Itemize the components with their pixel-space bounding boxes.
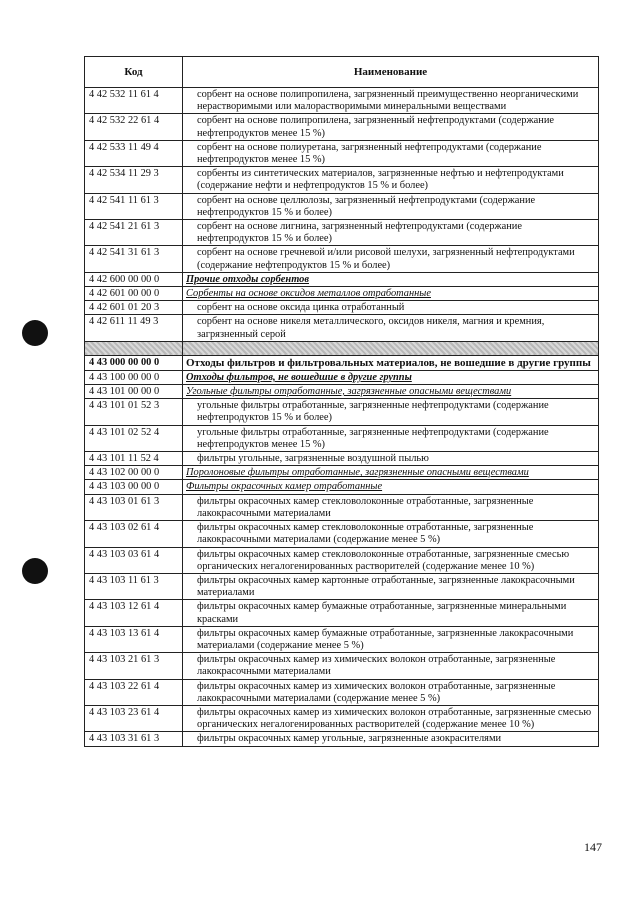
table-row — [85, 370, 599, 384]
row-code: 4 43 103 23 61 4 — [85, 705, 183, 731]
table-row — [85, 494, 599, 520]
row-code: 4 43 101 11 52 4 — [85, 452, 183, 466]
row-name: угольные фильтры отработанные, загрязненные нефтепродуктами (содержание нефтепродуктов менее 15 %) — [183, 425, 599, 451]
row-name: Отходы фильтров, не вошедшие в другие группы — [183, 370, 599, 384]
row-name: сорбент на основе полипропилена, загрязненный преимущественно неорганическими нерастворимыми или малорастворимыми минеральными веществами — [183, 88, 599, 114]
row-code: 4 43 103 11 61 3 — [85, 573, 183, 599]
row-name: фильтры окрасочных камер угольные, загрязненные азокрасителями — [183, 732, 599, 746]
row-code: 4 43 103 31 61 3 — [85, 732, 183, 746]
row-name: сорбент на основе гречневой и/или рисовой шелухи, загрязненный нефтепродуктами (содержание нефтепродуктов 15 % и более) — [183, 246, 599, 272]
table-row — [85, 600, 599, 626]
table-row — [85, 573, 599, 599]
table-row — [85, 732, 599, 746]
row-code: 4 42 533 11 49 4 — [85, 140, 183, 166]
row-name: Поролоновые фильтры отработанные, загрязненные опасными веществами — [183, 466, 599, 480]
row-code: 4 43 000 00 00 0 — [85, 355, 183, 370]
page-number: 147 — [584, 840, 602, 854]
row-code: 4 43 101 00 00 0 — [85, 385, 183, 399]
table-row — [85, 679, 599, 705]
table-body — [85, 88, 599, 747]
row-code: 4 43 103 21 61 3 — [85, 653, 183, 679]
row-code: 4 43 103 12 61 4 — [85, 600, 183, 626]
table-row — [85, 466, 599, 480]
row-name: фильтры окрасочных камер бумажные отработанные, загрязненные лакокрасочными материалами (содержание менее 5 %) — [183, 626, 599, 652]
table-row — [85, 287, 599, 301]
table-header-row — [85, 57, 599, 88]
punch-hole — [22, 320, 48, 346]
waste-classification-table — [84, 56, 599, 747]
table-row — [85, 399, 599, 425]
row-name: фильтры окрасочных камер стекловолоконные отработанные, загрязненные лакокрасочными материалами (содержание менее 5 %) — [183, 521, 599, 547]
row-code: 4 42 600 00 00 0 — [85, 272, 183, 286]
table-row — [85, 425, 599, 451]
row-name: сорбент на основе полипропилена, загрязненный нефтепродуктами (содержание нефтепродуктов менее 15 %) — [183, 114, 599, 140]
table-row — [85, 653, 599, 679]
table-row — [85, 547, 599, 573]
row-code: 4 42 601 01 20 3 — [85, 301, 183, 315]
row-code: 4 42 532 22 61 4 — [85, 114, 183, 140]
row-name: Сорбенты на основе оксидов металлов отработанные — [183, 287, 599, 301]
row-name: Прочие отходы сорбентов — [183, 272, 599, 286]
row-code: 4 43 101 01 52 3 — [85, 399, 183, 425]
row-name: Фильтры окрасочных камер отработанные — [183, 480, 599, 494]
row-name: сорбент на основе целлюлозы, загрязненный нефтепродуктами (содержание нефтепродуктов 15 % и более) — [183, 193, 599, 219]
table-row — [85, 140, 599, 166]
row-code: 4 43 101 02 52 4 — [85, 425, 183, 451]
row-name: фильтры окрасочных камер бумажные отработанные, загрязненные минеральными красками — [183, 600, 599, 626]
row-name: фильтры окрасочных камер картонные отработанные, загрязненные лакокрасочными материалами — [183, 573, 599, 599]
table-row — [85, 452, 599, 466]
table-row — [85, 341, 599, 355]
row-name: сорбент на основе лигнина, загрязненный нефтепродуктами (содержание нефтепродуктов 15 % и более) — [183, 220, 599, 246]
row-code: 4 42 532 11 61 4 — [85, 88, 183, 114]
table-row — [85, 167, 599, 193]
row-code — [85, 341, 183, 355]
row-name: фильтры угольные, загрязненные воздушной пылью — [183, 452, 599, 466]
row-code: 4 43 103 13 61 4 — [85, 626, 183, 652]
row-code: 4 42 541 31 61 3 — [85, 246, 183, 272]
punch-hole — [22, 558, 48, 584]
table-row — [85, 301, 599, 315]
table-row — [85, 626, 599, 652]
table-row — [85, 385, 599, 399]
row-name: Угольные фильтры отработанные, загрязненные опасными веществами — [183, 385, 599, 399]
row-name: сорбент на основе оксида цинка отработанный — [183, 301, 599, 315]
table-row — [85, 246, 599, 272]
row-code: 4 43 103 00 00 0 — [85, 480, 183, 494]
table-row — [85, 193, 599, 219]
row-code: 4 42 611 11 49 3 — [85, 315, 183, 341]
row-code: 4 43 102 00 00 0 — [85, 466, 183, 480]
document-page — [84, 56, 598, 747]
row-code: 4 42 541 21 61 3 — [85, 220, 183, 246]
row-code: 4 42 541 11 61 3 — [85, 193, 183, 219]
table-row — [85, 315, 599, 341]
row-code: 4 42 601 00 00 0 — [85, 287, 183, 301]
table-row — [85, 521, 599, 547]
table-row — [85, 272, 599, 286]
row-code: 4 43 103 01 61 3 — [85, 494, 183, 520]
table-row — [85, 355, 599, 370]
row-name: сорбент на основе никеля металлического, оксидов никеля, магния и кремния, загрязненный серой — [183, 315, 599, 341]
row-name: Отходы фильтров и фильтровальных материалов, не вошедшие в другие группы — [183, 355, 599, 370]
table-row — [85, 220, 599, 246]
header-code: Код — [85, 57, 183, 88]
row-name: сорбент на основе полиуретана, загрязненный нефтепродуктами (содержание нефтепродуктов менее 15 %) — [183, 140, 599, 166]
row-name: фильтры окрасочных камер из химических волокон отработанные, загрязненные смесью органических негалогенированных растворителей (содержание менее 10 %) — [183, 705, 599, 731]
table-row — [85, 88, 599, 114]
row-name: сорбенты из синтетических материалов, загрязненные нефтью и нефтепродуктами (содержание нефти и нефтепродуктов 15 % и более) — [183, 167, 599, 193]
row-name: фильтры окрасочных камер из химических волокон отработанные, загрязненные лакокрасочными материалами (содержание менее 5 %) — [183, 679, 599, 705]
row-name: фильтры окрасочных камер стекловолоконные отработанные, загрязненные лакокрасочными материалами — [183, 494, 599, 520]
row-code: 4 43 103 02 61 4 — [85, 521, 183, 547]
header-name: Наименование — [183, 57, 599, 88]
row-code: 4 43 103 22 61 4 — [85, 679, 183, 705]
row-code: 4 43 100 00 00 0 — [85, 370, 183, 384]
table-row — [85, 114, 599, 140]
row-code: 4 43 103 03 61 4 — [85, 547, 183, 573]
table-row — [85, 705, 599, 731]
row-code: 4 42 534 11 29 3 — [85, 167, 183, 193]
row-name — [183, 341, 599, 355]
table-row — [85, 480, 599, 494]
row-name: фильтры окрасочных камер из химических волокон отработанные, загрязненные лакокрасочными материалами — [183, 653, 599, 679]
row-name: фильтры окрасочных камер стекловолоконные отработанные, загрязненные смесью органических негалогенированных растворителей (содержание менее 10 %) — [183, 547, 599, 573]
row-name: угольные фильтры отработанные, загрязненные нефтепродуктами (содержание нефтепродуктов 15 % и более) — [183, 399, 599, 425]
